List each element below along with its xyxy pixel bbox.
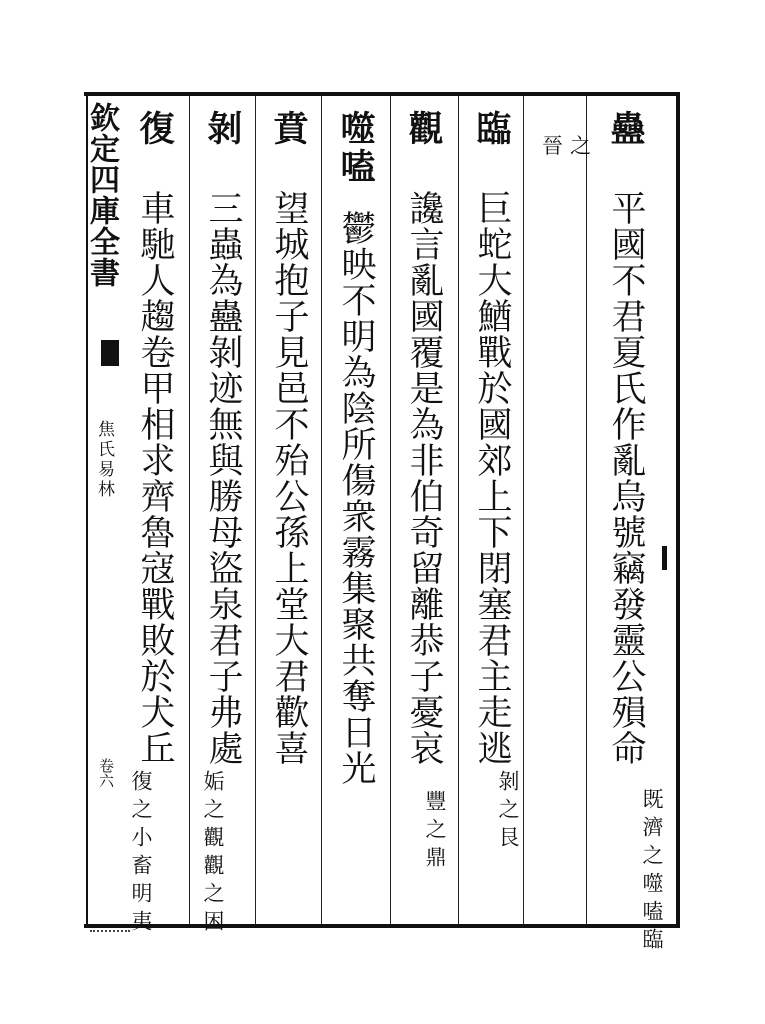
column-rule xyxy=(458,96,459,924)
margin-series-title: 欽定四庫全書 xyxy=(84,102,119,288)
frame-bottom-border xyxy=(84,924,680,928)
column-rule xyxy=(390,96,391,924)
column-note: 豐之鼎 xyxy=(423,790,447,874)
margin-page-number: 卷六 xyxy=(97,758,115,788)
column-heading: 復 xyxy=(134,110,175,148)
frame-top-border xyxy=(84,92,680,96)
column-text: 望城抱子見邑不殆公孫上堂大君歡喜 xyxy=(269,190,309,766)
column-note: 既濟之噬嗑臨 xyxy=(640,788,664,956)
column-text: 鬱映不明為陰所傷衆霧集聚共奪日光 xyxy=(336,210,376,786)
column-heading: 臨 xyxy=(471,110,512,148)
fishtail-mark-icon xyxy=(101,340,119,366)
column-rule xyxy=(321,96,322,924)
column-note: 復之小畜明夷 xyxy=(129,770,153,938)
column-note: 剝之艮 xyxy=(496,770,520,854)
column-heading: 噬嗑 xyxy=(335,110,376,186)
column-heading: 蠱 xyxy=(605,110,646,148)
column-heading: 剝 xyxy=(202,110,243,148)
column-rule xyxy=(255,96,256,924)
corner-mark xyxy=(90,930,130,935)
frame-right-border xyxy=(676,92,680,928)
column-text: 車馳人趨卷甲相求齊魯寇戰敗於犬丘 xyxy=(135,190,175,766)
column-note: 晉之 xyxy=(542,134,598,158)
column-rule xyxy=(189,96,190,924)
column-rule xyxy=(586,96,587,924)
column-text: 三蟲為蠱剝迹無與勝母盜泉君子弗處 xyxy=(203,190,243,766)
margin-book-title: 焦氏易林 xyxy=(94,420,114,500)
column-note: 姤之觀觀之困 xyxy=(201,770,225,938)
column-text: 讒言亂國覆是為非伯奇留離恭子憂哀 xyxy=(404,190,444,766)
column-heading: 觀 xyxy=(403,110,444,148)
column-heading: 賁 xyxy=(268,110,309,148)
column-rule xyxy=(523,96,524,924)
column-text: 平國不君夏氏作亂烏號竊發靈公殞命 xyxy=(606,190,646,766)
column-text: 巨蛇大鰌戰於國郊上下閉塞君主走逃 xyxy=(472,190,512,766)
text-mark xyxy=(662,546,667,570)
